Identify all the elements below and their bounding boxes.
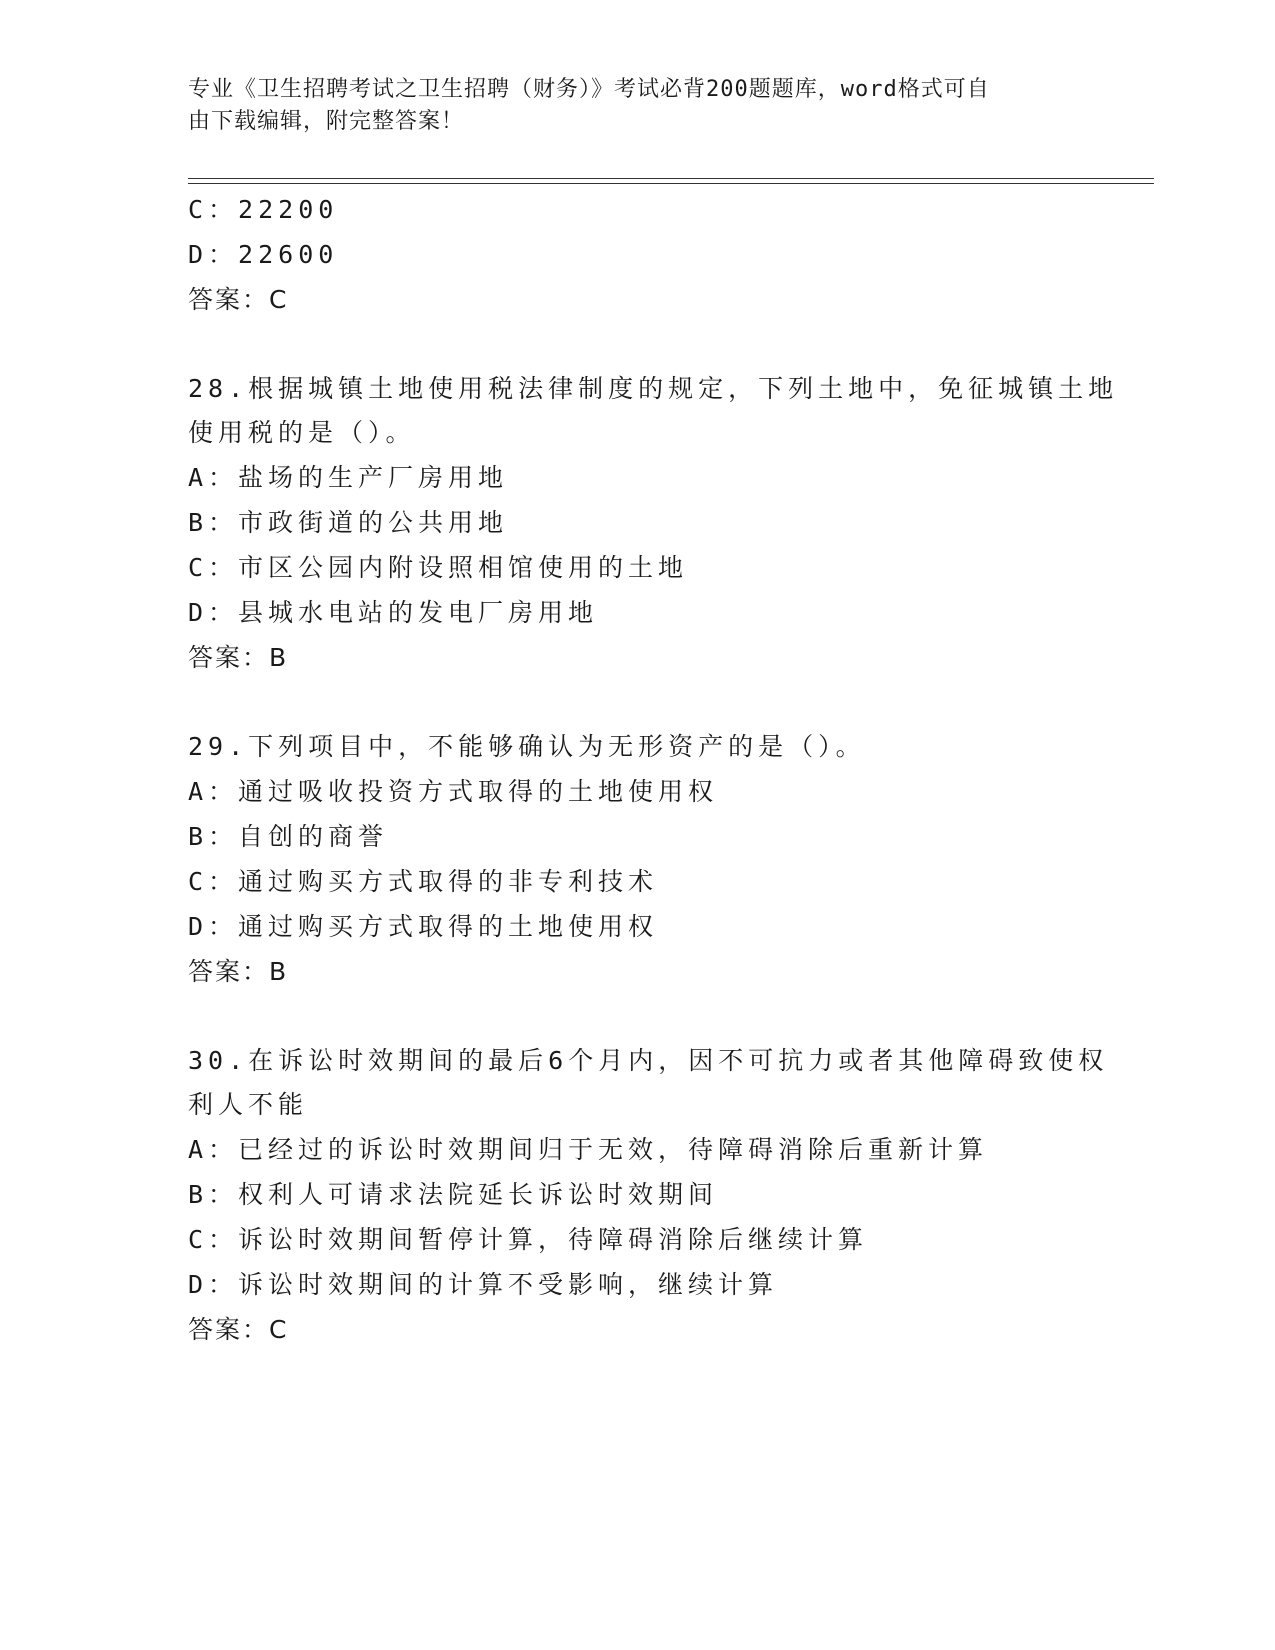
header-line-2: 由下载编辑，附完整答案！	[188, 109, 465, 134]
q28-answer: 答案：B	[188, 643, 289, 672]
q28-option-d: D：县城水电站的发电厂房用地	[188, 598, 599, 627]
q29-stem-line-1: 29.下列项目中，不能够确认为无形资产的是（）。	[188, 732, 866, 761]
q29-option-b: B：自创的商誉	[188, 822, 389, 851]
q29-option-d: D：通过购买方式取得的土地使用权	[188, 912, 659, 941]
prev-option-d: D：22600	[188, 240, 339, 269]
q28-option-b: B：市政街道的公共用地	[188, 508, 509, 537]
q28-option-c: C：市区公园内附设照相馆使用的土地	[188, 553, 689, 582]
q29-answer: 答案：B	[188, 957, 289, 986]
q30-stem-line-1: 30.在诉讼时效期间的最后6个月内，因不可抗力或者其他障碍致使权	[188, 1046, 1109, 1075]
prev-option-c: C：22200	[188, 195, 339, 224]
q28-stem-line-2: 使用税的是（）。	[188, 418, 416, 447]
document-header	[188, 74, 1068, 138]
prev-answer: 答案：C	[188, 285, 289, 314]
q28-stem-line-1: 28.根据城镇土地使用税法律制度的规定，下列土地中，免征城镇土地	[188, 374, 1119, 403]
q30-option-d: D：诉讼时效期间的计算不受影响，继续计算	[188, 1270, 779, 1299]
q30-option-a: A：已经过的诉讼时效期间归于无效，待障碍消除后重新计算	[188, 1135, 989, 1164]
q30-option-b: B：权利人可请求法院延长诉讼时效期间	[188, 1180, 719, 1209]
header-divider-top	[188, 178, 1154, 179]
q30-answer: 答案：C	[188, 1315, 289, 1344]
q30-stem-line-2: 利人不能	[188, 1090, 309, 1119]
q29-option-a: A：通过吸收投资方式取得的土地使用权	[188, 777, 719, 806]
q28-option-a: A：盐场的生产厂房用地	[188, 463, 509, 492]
header-line-1: 专业《卫生招聘考试之卫生招聘（财务）》考试必背200题题库，word格式可自	[188, 77, 990, 102]
q30-option-c: C：诉讼时效期间暂停计算，待障碍消除后继续计算	[188, 1225, 869, 1254]
q29-option-c: C：通过购买方式取得的非专利技术	[188, 867, 659, 896]
header-divider-bottom	[188, 183, 1154, 184]
